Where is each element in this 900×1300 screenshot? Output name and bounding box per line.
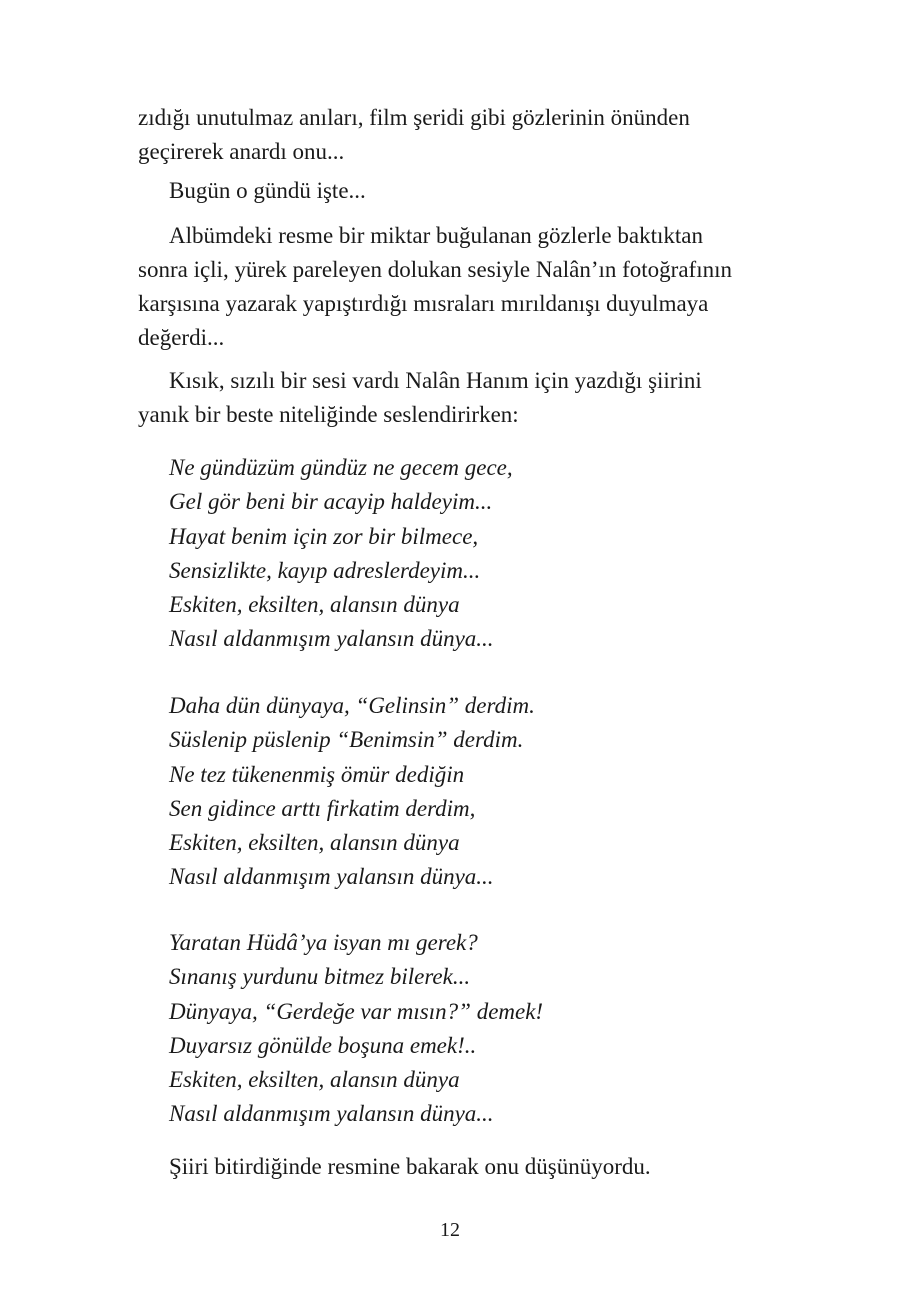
poem-line: Daha dün dünyaya, “Gelinsin” derdim.: [169, 693, 535, 718]
text-line: geçirerek anardı onu...: [138, 139, 345, 164]
text-line: zıdığı unutulmaz anıları, film şeridi gibi gözlerinin önünden: [138, 105, 690, 130]
poem-line: Nasıl aldanmışım yalansın dünya...: [169, 864, 494, 890]
poem-line: Süslenip püslenip “Benimsin” derdim.: [169, 727, 524, 753]
text-line: sonra içli, yürek pareleyen dolukan sesiyle Nalân’ın fotoğrafının: [138, 257, 732, 282]
poem-stanza: [169, 926, 729, 1132]
poem-line: Sen gidince arttı firkatim derdim,: [169, 795, 476, 821]
poem-line: Dünyaya, “Gerdeğe var mısın?” demek!: [169, 998, 544, 1024]
poem-line: Yaratan Hüdâ’ya isyan mı gerek?: [169, 930, 478, 955]
poem-line: Gel gör beni bir acayip haldeyim...: [169, 489, 493, 515]
poem-line: Duyarsız gönülde boşuna emek!..: [169, 1032, 477, 1058]
poem-stanza: [169, 689, 729, 895]
poem-line: Eskiten, eksilten, alansın dünya: [169, 830, 460, 856]
text-line: Şiiri bitirdiğinde resmine bakarak onu düşünüyordu.: [169, 1154, 651, 1179]
paragraph: [138, 219, 750, 355]
paragraph: [138, 364, 750, 432]
text-line: Bugün o gündü işte...: [169, 178, 366, 203]
text-line: değerdi...: [138, 325, 225, 350]
paragraph-continuation: [138, 101, 750, 169]
poem-line: Nasıl aldanmışım yalansın dünya...: [169, 626, 494, 652]
poem-line: Sensizlikte, kayıp adreslerdeyim...: [169, 557, 481, 583]
poem-line: Sınanış yurdunu bitmez bilerek...: [169, 964, 471, 990]
text-line: karşısına yazarak yapıştırdığı mısraları mırıldanışı duyulmaya: [138, 291, 709, 316]
poem-line: Eskiten, eksilten, alansın dünya: [169, 1067, 460, 1093]
poem-line: Ne tez tükenenmiş ömür dediğin: [169, 761, 465, 787]
text-line: Kısık, sızılı bir sesi vardı Nalân Hanım için yazdığı şiirini: [169, 368, 702, 393]
poem-stanza: [169, 451, 729, 657]
poem-line: Eskiten, eksilten, alansın dünya: [169, 592, 460, 618]
closing-paragraph: [138, 1150, 750, 1184]
text-line: yanık bir beste niteliğinde seslendirirken:: [138, 402, 519, 427]
poem-line: Hayat benim için zor bir bilmece,: [169, 523, 479, 549]
text-line: Albümdeki resme bir miktar buğulanan gözlerle baktıktan: [169, 223, 703, 248]
poem-line: Nasıl aldanmışım yalansın dünya...: [169, 1101, 494, 1127]
page-number: 12: [440, 1219, 460, 1241]
poem-line: Ne gündüzüm gündüz ne gecem gece,: [169, 455, 513, 480]
paragraph: [138, 174, 750, 208]
